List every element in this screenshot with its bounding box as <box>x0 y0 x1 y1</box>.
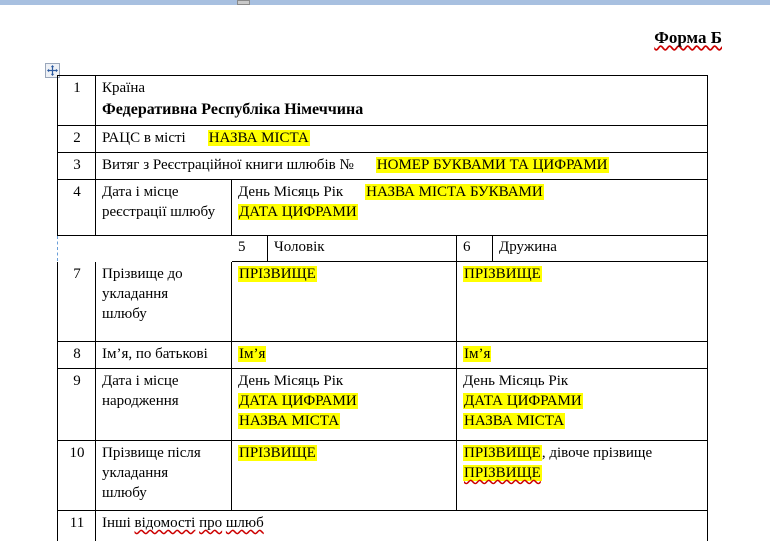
row-number: 10 <box>58 441 96 511</box>
husband-birth-plain: День Місяць Рік <box>238 373 344 389</box>
row-number: 8 <box>58 342 96 369</box>
husband-surname-after-value <box>232 441 457 511</box>
birth-date-place-label <box>96 369 232 441</box>
table-row-spouse-header <box>58 236 708 262</box>
wife-birth-city-placeholder: НАЗВА МІСТА <box>464 412 565 429</box>
registration-date-plain: День Місяць Рік <box>238 184 344 200</box>
wife-birth-date-placeholder: ДАТА ЦИФРАМИ <box>464 392 582 409</box>
surname-before-label-line-1: Прізвище до <box>102 266 183 282</box>
form-label <box>0 28 722 48</box>
table-row-3 <box>58 153 708 180</box>
table-row-10 <box>58 441 708 511</box>
husband-given-name-value <box>232 342 457 369</box>
wife-column-label: Дружина <box>493 236 708 262</box>
wife-birth-value <box>457 369 708 441</box>
husband-number: 5 <box>232 236 268 262</box>
other-info-label <box>96 511 708 541</box>
wife-surname-after-value <box>457 441 708 511</box>
row-number: 3 <box>58 153 96 180</box>
wife-number: 6 <box>457 236 493 262</box>
husband-column-label: Чоловік <box>268 236 457 262</box>
husband-birth-date-placeholder: ДАТА ЦИФРАМИ <box>239 392 357 409</box>
spouse-header-spacer <box>96 236 232 262</box>
registration-date-label-line-1: Дата і місце <box>102 184 179 200</box>
registration-date-digits-placeholder: ДАТА ЦИФРАМИ <box>239 203 357 220</box>
table-row-1 <box>58 76 708 126</box>
tab-stop-marker[interactable] <box>237 0 250 5</box>
other-info-word-4: шлюб <box>225 515 264 531</box>
extract-number-placeholder: НОМЕР БУКВАМИ ТА ЦИФРАМИ <box>376 157 608 173</box>
surname-before-label-line-2: укладання <box>102 285 169 302</box>
registration-date-label-line-2: реєстрації шлюбу <box>102 203 216 220</box>
table-row-8 <box>58 342 708 369</box>
registration-city-placeholder: НАЗВА МІСТА БУКВАМИ <box>366 184 543 200</box>
marriage-certificate-table <box>57 75 708 541</box>
registry-office-city-placeholder: НАЗВА МІСТА <box>208 130 309 146</box>
other-info-word-1: Інші <box>102 515 131 531</box>
husband-given-name-placeholder: Ім’я <box>239 346 266 362</box>
surname-before-label <box>96 262 232 342</box>
table-row-9 <box>58 369 708 441</box>
country-value: Федеративна Республіка Німеччина <box>102 100 364 118</box>
table-row-4 <box>58 180 708 236</box>
table-row-7 <box>58 262 708 342</box>
husband-surname-before-placeholder: ПРІЗВИЩЕ <box>239 266 316 282</box>
surname-after-label <box>96 441 232 511</box>
form-label-text: Форма Б <box>654 28 722 47</box>
table-row-2 <box>58 126 708 153</box>
merged-cell-marker <box>58 236 96 262</box>
registration-date-value <box>232 180 708 236</box>
country-label: Країна <box>102 80 146 96</box>
row-number: 7 <box>58 262 96 342</box>
row-number: 11 <box>58 511 96 541</box>
row-number: 1 <box>58 76 96 126</box>
registration-date-label <box>96 180 232 236</box>
table-row-11 <box>58 511 708 541</box>
given-name-label: Ім’я, по батькові <box>96 342 232 369</box>
wife-given-name-placeholder: Ім’я <box>464 346 491 362</box>
husband-birth-city-placeholder: НАЗВА МІСТА <box>239 412 340 429</box>
husband-surname-after-placeholder: ПРІЗВИЩЕ <box>239 445 316 461</box>
wife-surname-before-value <box>457 262 708 342</box>
surname-after-label-line-3: шлюбу <box>102 484 147 501</box>
row-number: 4 <box>58 180 96 236</box>
registry-office-label: РАЦС в місті <box>102 130 186 146</box>
row-3-content <box>96 153 708 180</box>
row-number: 2 <box>58 126 96 153</box>
wife-given-name-value <box>457 342 708 369</box>
birth-label-line-1: Дата і місце <box>102 373 179 389</box>
wife-maiden-name-placeholder: ПРІЗВИЩЕ <box>464 464 541 481</box>
surname-after-label-line-1: Прізвище після <box>102 445 201 461</box>
husband-birth-value <box>232 369 457 441</box>
wife-birth-plain: День Місяць Рік <box>463 373 569 389</box>
birth-label-line-2: народження <box>102 392 179 409</box>
husband-surname-before-value <box>232 262 457 342</box>
wife-surname-after-placeholder: ПРІЗВИЩЕ <box>464 445 541 461</box>
row-number: 9 <box>58 369 96 441</box>
wife-maiden-name-note: , дівоче прізвище <box>541 445 653 461</box>
surname-after-label-line-2: укладання <box>102 464 169 481</box>
row-2-content <box>96 126 708 153</box>
other-info-word-2: відомості <box>134 515 196 531</box>
wife-surname-before-placeholder: ПРІЗВИЩЕ <box>464 266 541 282</box>
extract-number-label: Витяг з Реєстраційної книги шлюбів № <box>102 157 354 173</box>
other-info-word-3: про <box>199 515 223 531</box>
row-1-content <box>96 76 708 126</box>
surname-before-label-line-3: шлюбу <box>102 305 147 322</box>
ruler-strip[interactable] <box>0 0 770 5</box>
